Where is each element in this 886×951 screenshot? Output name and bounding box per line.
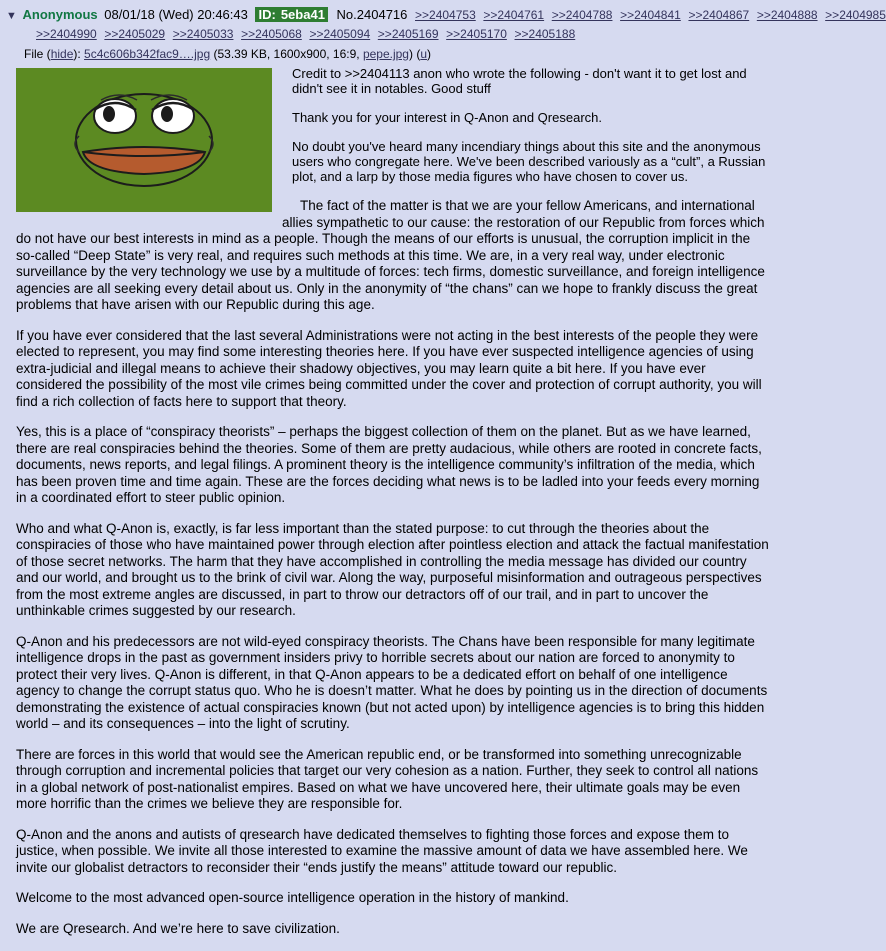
paragraph-3: Yes, this is a place of “conspiracy theorists” – perhaps the biggest collection of them on the planet. But as we have learned, there are real conspiracies behind the theories. Some of them are pretty audacious, while others are rooted in concrete facts, documents, news reports, and legal filings. A prominent theory is the intelligence community’s infiltration of the media, which has been proven time and time again. These are the forces deciding what news is to be ladled into your feeds every morning in a coordinated effort to steer public opinion. [16,424,762,505]
file-details: (53.39 KB, 1600x900, 16:9, [213,47,360,61]
pepe-file-link[interactable]: pepe.jpg [362,47,409,61]
backlink[interactable]: >>2404841 [620,8,681,22]
backlink[interactable]: >>2405068 [241,27,302,41]
backlink[interactable]: >>2404867 [688,8,750,22]
post-number[interactable]: No.2404716 [336,7,408,22]
backlink[interactable]: >>2405029 [104,27,166,41]
post-author-name: Anonymous [22,7,98,22]
paragraph-4: Who and what Q-Anon is, exactly, is far less important than the stated purpose: to cut through the theories about the conspiracies of those who have maintained power through election after pointless election and attack the factual manifestation of those secret networks. The harm that they have accomplished in controlling the media message has divided our country and our world, and brought us to the brink of civil war. Along the way, purposeful misinformation and outrageous perspectives from the most extreme angles are discussed, in part to throw our detractors off of our trail, and in part to uncover the unthinkable crimes suggested by our research. [16,520,769,618]
post-id-value[interactable]: 5eba41 [278,7,328,22]
backlink[interactable]: >>2405094 [309,27,371,41]
intro-credit-post: anon who wrote the following - don't want it to get lost and didn't see it in notables. Good stuff [292,66,747,96]
backlink[interactable]: >>2404990 [36,27,97,41]
quote-link-2404113[interactable]: >>2404113 [344,66,410,81]
post-marker-icon: ▼ [6,10,17,22]
post-main-text [16,198,814,937]
intro-credit-paragraph [292,66,769,96]
backlink[interactable]: >>2405170 [446,27,507,41]
post-date: 08/01/18 (Wed) 20:46:43 [104,7,248,22]
intro-thankyou: Thank you for your interest in Q-Anon and Qresearch. [292,110,602,125]
pepe-thumbnail[interactable] [16,68,272,212]
backlink[interactable]: >>2405033 [172,27,234,41]
post-intro-text [292,66,814,184]
post-body [16,66,814,951]
backlink[interactable]: >>2404788 [551,8,613,22]
backlink[interactable]: >>2404761 [483,8,545,22]
paragraph-6: There are forces in this world that would see the American republic end, or be transformed into something unrecognizable through corruption and incremental policies that target our very cohesion as a nation. Further, they seek to control all nations in a global network of post-nationalist empires. Based on what we have uncovered here, their ultimate goals may be even more horrific than the crimes we believe they are responsible for. [16,746,759,811]
backlink[interactable]: >>2404985 [825,8,886,22]
paragraph-2: If you have ever considered that the last several Administrations were not acting in the best interests of the people they were elected to represent, you may find some interesting theories here. If you have ever suspected intelligence agencies of using extra-judicial and illegal means to achieve their shadowy objectives, you may learn quite a bit here. If you have ever considered the possibility of the most vile crimes being committed under the cover and protection of corrupt authority, you will find a rich collection of facts here to support that theory. [16,327,762,409]
paragraph-7: Q-Anon and the anons and autists of qresearch have dedicated themselves to fighting those forces and expose them to justice, when possible. We invite all those interested to examine the massive amount of data we have assembled here. We invite our globalist detractors to reconsider their “ends justify the means” attitude toward our republic. [16,826,748,875]
paragraph-1: The fact of the matter is that we are your fellow Americans, and international allies sympathetic to our cause: the restoration of our Republic from forces which do not have our best interests in mind as a people. Though the means of our efforts is unusual, the corruption implicit in the so-called “Deep State” is very real, and requires such methods at this time. We are, in a very real way, under electronic surveillance by the very technology we use by a multitude of forces: tech firms, domestic surveillance, and foreign intelligence agencies are all seeking every detail about us. Only in the anonymity of “the chans” can we hope to frankly discuss the great problems that have arisen with our Republic during this age. [16,198,765,312]
backlink[interactable]: >>2405169 [377,27,439,41]
paragraph-8: Welcome to the most advanced open-source intelligence operation in the history of mankind. [16,890,569,905]
intro-credit-pre: Credit to [292,66,345,81]
paragraph-5: Q-Anon and his predecessors are not wild-eyed conspiracy theorists. The Chans have been responsible for many legitimate intelligence drops in the past as government insiders privy to horrible secrets about our nation are forced to anonymity to protect their very lives. Q-Anon is different, in that Q-Anon appears to be a dedicated effort on behalf of one intelligence agency to change the corrupt status quo. Who he is doesn’t matter. What he does by pointing us in the direction of documents demonstrating the existence of actual conspiracies known (but not acted upon) by intelligence agencies is to bring this hidden world – and its consequences – into the light of scrutiny. [16,633,768,731]
file-details-end: ) [408,47,413,61]
paragraph-9: We are Qresearch. And we’re here to save civilization. [16,920,340,936]
backlink[interactable]: >>2404888 [756,8,818,22]
post-header [6,6,886,25]
file-info: File (hide): 5c4c606b342fac9….jpg (53.39 KB, 1600x900, 16:9, pepe.jpg) (u) [24,47,432,61]
backlink[interactable]: >>2405188 [514,27,576,41]
undo-link[interactable]: u [420,47,428,61]
backlink-row-2 [32,25,814,43]
backlink[interactable]: >>2404753 [415,8,476,22]
file-label: File [24,47,44,61]
file-name-link[interactable]: 5c4c606b342fac9….jpg [84,47,211,61]
pepe-frog-image [49,80,239,200]
post-id-label: ID: [255,7,278,22]
intro-nodoubt: No doubt you've heard many incendiary things about this site and the anonymous users who congregate here. We've been described variously as a “cult”, a Russian plot, and a larp by those media figures who have chosen to cover us. [292,139,766,184]
hide-file-link[interactable]: hide [50,47,74,61]
